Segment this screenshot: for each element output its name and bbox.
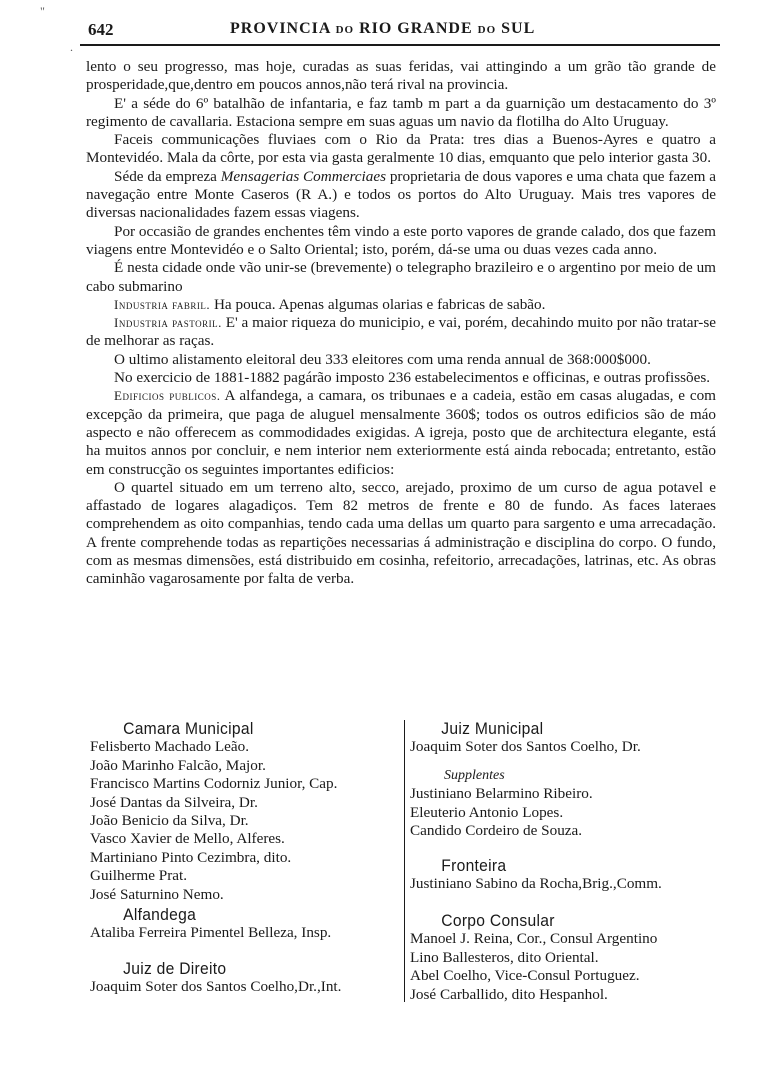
section-title: Camara Municipal <box>123 719 254 738</box>
paragraph: O ultimo alistamento eleitoral deu 333 eleitores com uma renda annual de 368:000$000. <box>114 350 651 368</box>
section-label: Edificios publicos. <box>114 388 221 404</box>
paragraph: Por occasião de grandes enchentes têm vindo a este porto vapores de grande calado, dos que fazem viagens entre Montevidéo e o Salto Oriental; isto, porém, dá-se uma ou duas vezes cada anno. <box>86 222 716 258</box>
section-title: Alfandega <box>123 905 197 924</box>
list-item: José Dantas da Silveira, Dr. <box>90 793 258 811</box>
juiz-de-direito-section <box>90 960 400 997</box>
paragraph-text: Ha pouca. Apenas algumas olarias e fabricas de sabão. <box>213 295 546 313</box>
list-item: Ataliba Ferreira Pimentel Belleza, Insp. <box>90 924 332 942</box>
paragraph: E' a séde do 6º batalhão de infantaria, e faz tamb m part a da guarnição um destacamento do 3º regimento de cavallaria. Estaciona sempre em suas aguas um navio da flotilha do Alto Uruguay. <box>86 94 716 130</box>
column-divider <box>404 720 405 1002</box>
list-item: Eleuterio Antonio Lopes. <box>410 803 564 821</box>
section-title: Juiz Municipal <box>441 719 544 738</box>
margin-mark: " <box>40 4 45 18</box>
list-item: Guilherme Prat. <box>90 867 188 885</box>
juiz-municipal-section <box>410 720 730 840</box>
paragraph-text: E' a maior riqueza do municipio, e vai, porém, decahindo muito por não tratar-se de melhorar as raças. <box>86 314 716 350</box>
camara-municipal-section <box>90 720 400 904</box>
list-item: Abel Coelho, Vice-Consul Portuguez. <box>410 967 640 985</box>
paragraph <box>86 168 716 223</box>
paragraph-text: A alfandega, a camara, os tribunaes e a cadeia, estão em casas alugadas, e com excepção da primeira, que paga de aluguel mensalmente 360$; todos os outros edificios são de máo aspecto e não offerecem as commodidades exigidas. A igreja, posto que de architectura elegante, está ha muitos annos por concluir, e nem interior nem exteriormente está ainda rebocada; entretanto, estão em construcção os seguintes importantes edificios: <box>86 387 716 478</box>
list-item: José Carballido, dito Hespanhol. <box>410 985 608 1003</box>
paragraph-start: Séde da empreza <box>114 167 217 185</box>
list-item: João Benicio da Silva, Dr. <box>90 812 249 830</box>
paragraph: No exercicio de 1881-1882 pagárão imposto 236 estabelecimentos e officinas, e outras profissões. <box>114 369 711 387</box>
subsection-title: Supplentes <box>444 767 505 783</box>
list-item: Vasco Xavier de Mello, Alferes. <box>90 830 285 848</box>
paragraph <box>86 314 716 351</box>
list-item: Justiniano Belarmino Ribeiro. <box>410 785 593 803</box>
section-title: Juiz de Direito <box>123 959 227 978</box>
section-title: Fronteira <box>441 856 507 875</box>
body-text <box>86 58 716 589</box>
page-number: 642 <box>88 20 114 39</box>
list-item: Manoel J. Reina, Cor., Consul Argentino <box>410 930 658 948</box>
corpo-consular-section <box>410 912 730 1004</box>
paragraph: Faceis communicações fluviaes com o Rio da Prata: tres dias a Buenos-Ayres e quatro a Montevidéo. Mala da côrte, por esta via gasta geralmente 10 dias, emquanto que pelo interior gasta 30. <box>86 131 716 167</box>
section-title: Corpo Consular <box>441 911 555 930</box>
running-title: PROVINCIA do RIO GRANDE do SUL <box>230 20 536 37</box>
list-item: Candido Cordeiro de Souza. <box>410 822 583 840</box>
list-item: José Saturnino Nemo. <box>90 885 224 903</box>
fronteira-section <box>410 857 730 894</box>
paragraph: O quartel situado em um terreno alto, secco, arejado, proximo de um curso de agua potavel e affastado de logares alagadiços. Tem 82 metros de frente e 80 de fundo. As faces lateraes comprehendem as oito companhias, tendo cada uma dellas um quarto para sargento e uma arrecadação. A frente comprehende todas as repartições necessarias á administração e disciplina do corpo. O fundo, com as mesmas dimensões, está distribuido em cosinha, refeitorio, arrecadações, latrinas, etc. As obras caminhão vagarosamente por falta de verba. <box>86 478 716 588</box>
list-item: Lino Ballesteros, dito Oriental. <box>410 948 599 966</box>
list-item: Martiniano Pinto Cezimbra, dito. <box>90 848 292 866</box>
list-item: Joaquim Soter dos Santos Coelho, Dr. <box>410 738 641 756</box>
list-item: Felisberto Machado Leão. <box>90 738 249 756</box>
paragraph: É nesta cidade onde vão unir-se (brevemente) o telegrapho brazileiro e o argentino por meio de um cabo submarino <box>86 259 716 295</box>
section-label: Industria fabril. <box>114 296 211 312</box>
paragraph-end: proprietaria de dous vapores e uma chata que fazem a navegação entre Monte Caseros (R A.) e todos os portos do Alto Uruguay. Mais tres vapores de diversas nacionalidades fazem essas viagens. <box>86 167 717 222</box>
paragraph <box>86 387 716 478</box>
margin-mark: . <box>70 40 73 54</box>
list-item: Francisco Martins Codorniz Junior, Cap. <box>90 775 338 793</box>
company-name: Mensagerias Commerciaes <box>220 167 386 185</box>
list-item: Joaquim Soter dos Santos Coelho,Dr.,Int. <box>90 978 342 996</box>
list-item: Justiniano Sabino da Rocha,Brig.,Comm. <box>410 875 662 893</box>
page-header <box>80 18 720 46</box>
section-label: Industria pastoril. <box>114 315 222 331</box>
list-item: João Marinho Falcão, Major. <box>90 756 266 774</box>
paragraph: lento o seu progresso, mas hoje, curadas as suas feridas, vai attingindo a um grão tão grande de prosperidade,que,dentro em poucos annos,não terá rival na provincia. <box>86 58 716 94</box>
alfandega-section <box>90 906 400 943</box>
paragraph <box>86 296 716 314</box>
